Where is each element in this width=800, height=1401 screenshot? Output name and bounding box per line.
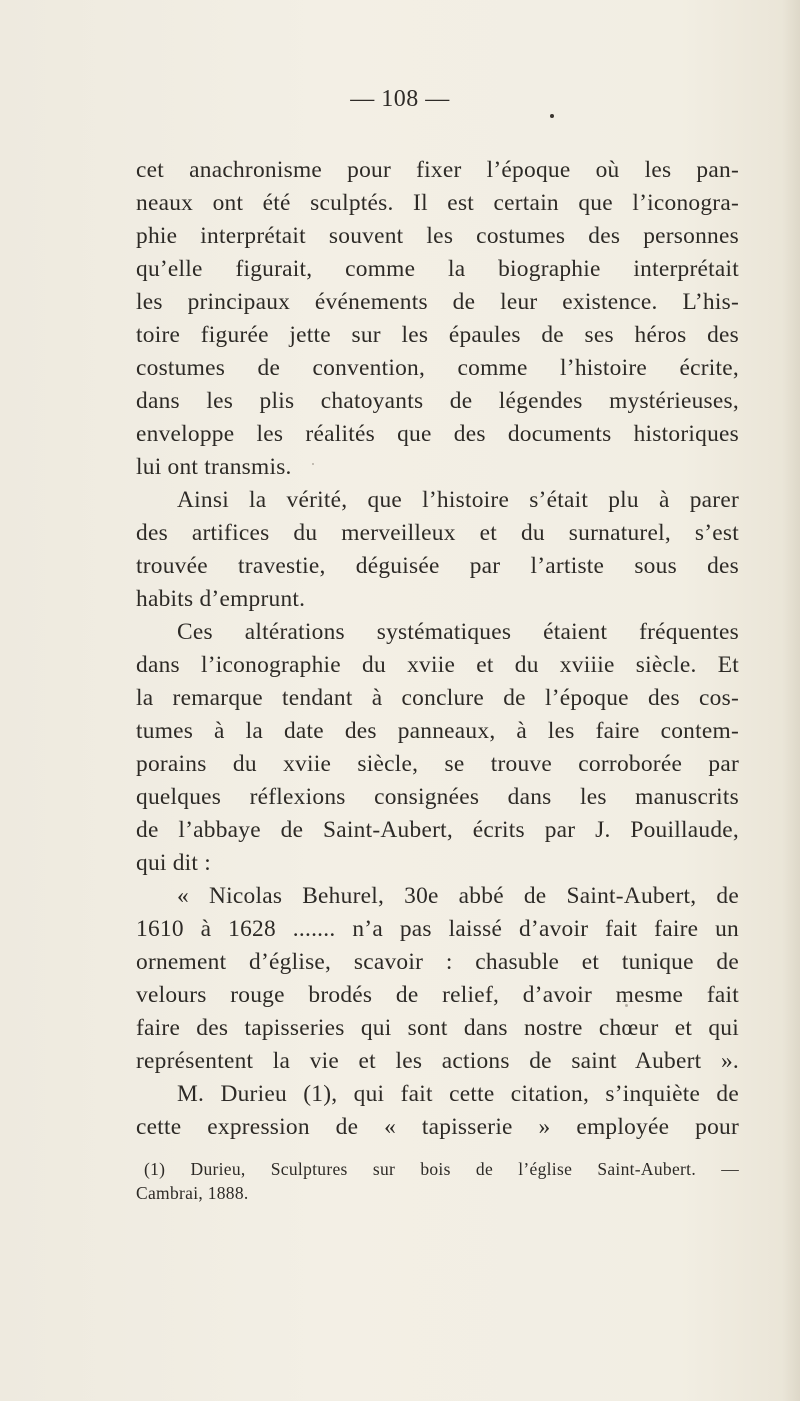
text-line: habits d’emprunt. [136, 586, 306, 612]
text-line: qui dit : [136, 850, 212, 876]
text-line: cet anachronisme pour fixer l’époque où les pan- [136, 157, 739, 183]
quotation-line: ornement d’église, scavoir : chasuble et tunique de [136, 949, 739, 975]
text-line: costumes de convention, comme l’histoire écrite, [136, 355, 739, 381]
text-line: dans l’iconographie du xviie et du xviiie siècle. Et [136, 652, 739, 678]
text-line: lui ont transmis. [136, 454, 292, 480]
quotation-line: velours rouge brodés de relief, d’avoir mesme fait [136, 982, 739, 1008]
paragraph-start-line: Ainsi la vérité, que l’histoire s’était plu à parer [177, 487, 739, 513]
paragraph-start-line: Ces altérations systématiques étaient fréquentes [177, 619, 739, 645]
text-line: de l’abbaye de Saint-Aubert, écrits par J. Pouillaude, [136, 817, 739, 843]
quotation-line: représentent la vie et les actions de saint Aubert ». [136, 1048, 739, 1074]
quotation-start-line: « Nicolas Behurel, 30e abbé de Saint-Aubert, de [177, 883, 739, 909]
text-line: phie interprétait souvent les costumes des personnes [136, 223, 739, 249]
text-line: porains du xviie siècle, se trouve corroborée par [136, 751, 739, 777]
text-line: cette expression de « tapisserie » employée pour [136, 1114, 739, 1140]
paper-speck [625, 1004, 628, 1007]
text-line: la remarque tendant à conclure de l’époque des cos- [136, 685, 739, 711]
print-speck [550, 114, 554, 118]
quotation-line: faire des tapisseries qui sont dans nostre chœur et qui [136, 1015, 739, 1041]
footnote-line: (1) Durieu, Sculptures sur bois de l’église Saint-Aubert. — [144, 1159, 739, 1179]
page-number: — 108 — [350, 86, 450, 112]
text-line: dans les plis chatoyants de légendes mystérieuses, [136, 388, 739, 414]
text-line: des artifices du merveilleux et du surnaturel, s’est [136, 520, 739, 546]
paper-speck [312, 463, 314, 465]
text-line: tumes à la date des panneaux, à les faire contem- [136, 718, 739, 744]
text-line: neaux ont été sculptés. Il est certain que l’iconogra- [136, 190, 739, 216]
text-line: enveloppe les réalités que des documents historiques [136, 421, 739, 447]
text-line: les principaux événements de leur existence. L’his- [136, 289, 739, 315]
quotation-line: 1610 à 1628 ....... n’a pas laissé d’avoir fait faire un [136, 916, 739, 942]
text-line: quelques réflexions consignées dans les manuscrits [136, 784, 739, 810]
text-line: trouvée travestie, déguisée par l’artiste sous des [136, 553, 739, 579]
page-edge-shadow [782, 0, 800, 1401]
footnote-line: Cambrai, 1888. [136, 1183, 249, 1203]
paragraph-start-line: M. Durieu (1), qui fait cette citation, s’inquiète de [177, 1081, 739, 1107]
text-line: qu’elle figurait, comme la biographie interprétait [136, 256, 739, 282]
text-line: toire figurée jette sur les épaules de ses héros des [136, 322, 739, 348]
